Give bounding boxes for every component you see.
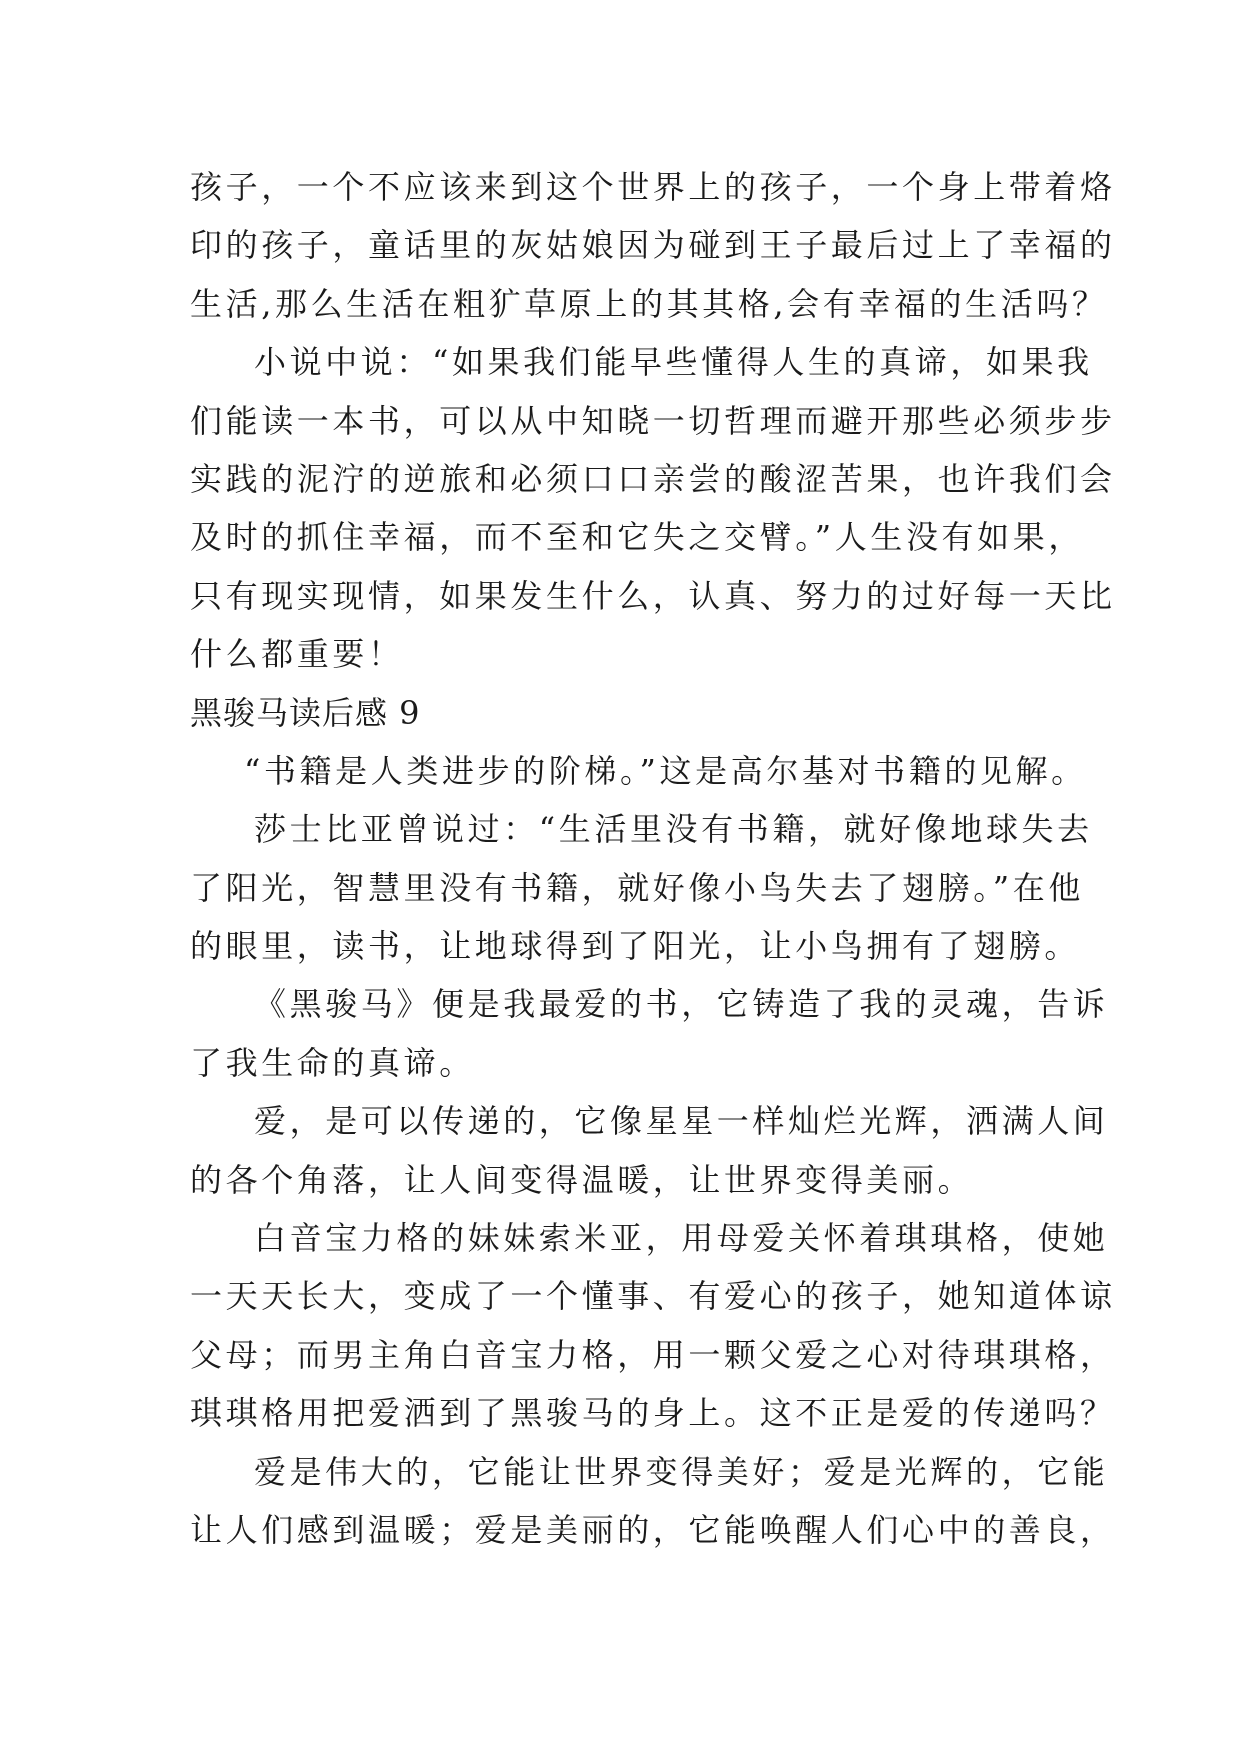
text-line: 孩子，一个不应该来到这个世界上的孩子，一个身上带着烙: [190, 168, 1116, 206]
text-line: 小说中说：“如果我们能早些懂得人生的真谛，如果我: [254, 343, 1093, 382]
text-line: 的眼里，读书，让地球得到了阳光，让小鸟拥有了翅膀。: [190, 927, 1081, 966]
text-line: 什么都重要！: [190, 635, 404, 674]
text-line: 白音宝力格的妹妹索米亚，用母爱关怀着琪琪格，使她: [254, 1219, 1109, 1258]
text-line: “书籍是人类进步的阶梯。”这是高尔基对书籍的见解。: [244, 751, 1087, 790]
text-line: 生活,那么生活在粗犷草原上的其其格,会有幸福的生活吗？: [190, 284, 1108, 323]
text-line: 一天天长大，变成了一个懂事、有爱心的孩子，她知道体谅: [190, 1277, 1116, 1316]
text-line: 《黑骏马》便是我最爱的书，它铸造了我的灵魂，告诉: [254, 985, 1109, 1024]
text-line: 莎士比亚曾说过：“生活里没有书籍，就好像地球失去: [254, 810, 1093, 849]
text-line: 爱，是可以传递的，它像星星一样灿烂光辉，洒满人间: [254, 1102, 1109, 1141]
text-line: 了我生命的真谛。: [190, 1043, 475, 1082]
text-line: 们能读一本书，可以从中知晓一切哲理而避开那些必须步步: [190, 401, 1116, 440]
text-line: 琪琪格用把爱洒到了黑骏马的身上。这不正是爱的传递吗？: [190, 1394, 1116, 1433]
text-line: 及时的抓住幸福，而不至和它失之交臂。”人生没有如果，: [190, 518, 1084, 557]
text-line: 实践的泥泞的逆旅和必须口口亲尝的酸涩苦果，也许我们会: [190, 459, 1116, 498]
text-line: 的各个角落，让人间变得温暖，让世界变得美丽。: [190, 1160, 974, 1199]
text-line: 只有现实现情，如果发生什么，认真、努力的过好每一天比: [190, 576, 1116, 615]
document-body: [190, 158, 1116, 1559]
text-line: 了阳光，智慧里没有书籍，就好像小鸟失去了翅膀。”在他: [190, 868, 1084, 907]
text-line: 印的孩子，童话里的灰姑娘因为碰到王子最后过上了幸福的: [190, 226, 1116, 265]
section-heading: 黑骏马读后感 9: [190, 693, 421, 732]
text-line: 父母；而男主角白音宝力格，用一颗父爱之心对待琪琪格，: [190, 1335, 1116, 1374]
text-line: 爱是伟大的，它能让世界变得美好；爱是光辉的，它能: [254, 1452, 1109, 1491]
text-line: 让人们感到温暖；爱是美丽的，它能唤醒人们心中的善良，: [190, 1510, 1116, 1549]
